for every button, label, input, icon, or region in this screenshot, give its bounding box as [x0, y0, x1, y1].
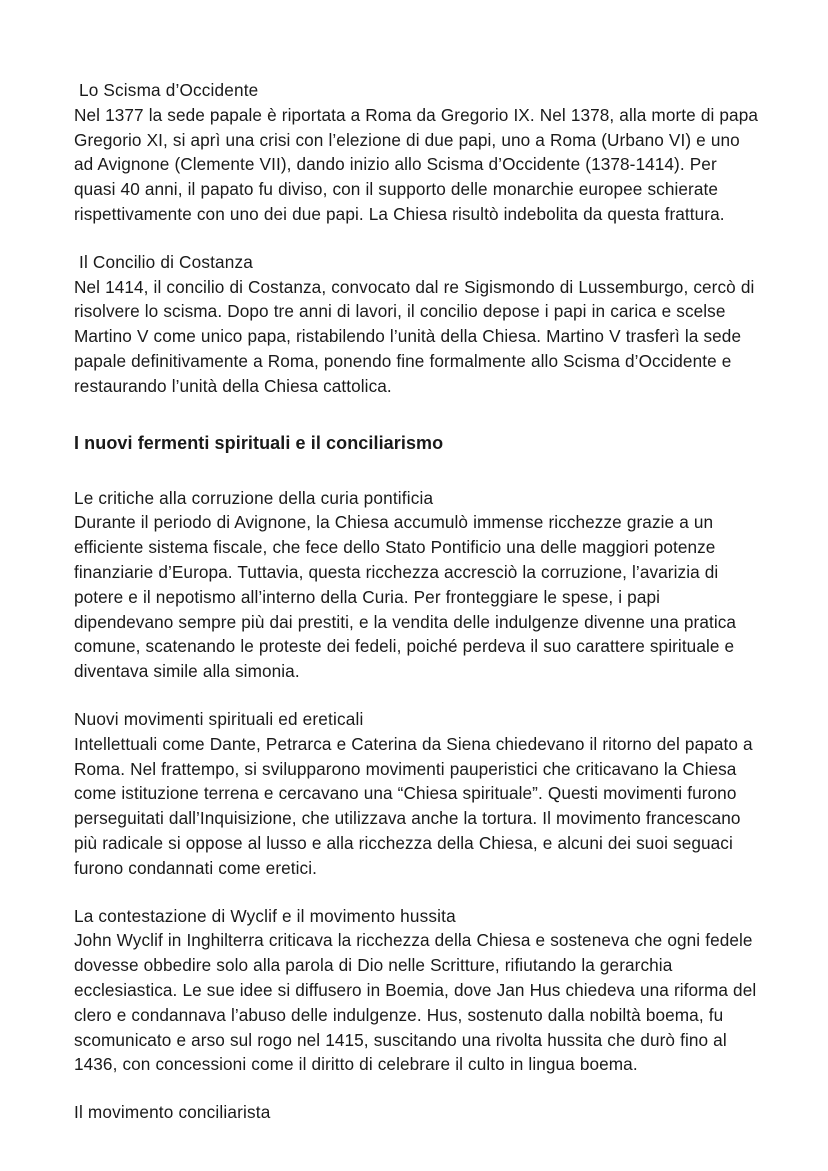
section-scisma-occidente: [74, 78, 758, 227]
section-movimento-conciliarista: [74, 1100, 758, 1125]
paragraph-critiche-curia: Durante il periodo di Avignone, la Chiesa accumulò immense ricchezze grazie a un efficiente sistema fiscale, che fece dello Stato Pontificio una delle maggiori potenze finanziarie d’Europa. Tuttavia, questa ricchezza accresciò la corruzione, l’avarizia di potere e il nepotismo all’interno della Curia. Per fronteggiare le spese, i papi dipendevano sempre più dai prestiti, e la vendita delle indulgenze divenne una pratica comune, scatenando le proteste dei fedeli, poiché perdeva il suo carattere spirituale e diventava simile alla simonia.: [74, 512, 737, 682]
paragraph-scisma-occidente: Nel 1377 la sede papale è riportata a Roma da Gregorio IX. Nel 1378, alla morte di papa Gregorio XI, si aprì una crisi con l’elezione di due papi, uno a Roma (Urbano VI) e uno ad Avignone (Clemente VII), dando inizio allo Scisma d’Occidente (1378-1414). Per quasi 40 anni, il papato fu diviso, con il supporto delle monarchie europee schierate rispettivamente con uno dei due papi. La Chiesa risultò indebolita da questa frattura.: [74, 104, 758, 224]
paragraph-movimenti-ereticali: Intellettuali come Dante, Petrarca e Caterina da Siena chiedevano il ritorno del papato a Roma. Nel frattempo, si svilupparono movimenti pauperistici che criticavano la Chiesa come istituzione terrena e cercavano una “Chiesa spirituale”. Questi movimenti furono perseguitati dall’Inquisizione, che utilizzava anche la tortura. Il movimento francescano più radicale si oppose al lusso e alla ricchezza della Chiesa, e alcuni dei suoi seguaci furono condannati come eretici.: [74, 733, 753, 878]
section-movimenti-ereticali: [74, 707, 758, 881]
document-body: [74, 78, 758, 1125]
paragraph-concilio-costanza: Nel 1414, il concilio di Costanza, convocato dal re Sigismondo di Lussemburgo, cercò di risolvere lo scisma. Dopo tre anni di lavori, il concilio depose i papi in carica e scelse Martino V come unico papa, ristabilendo l’unità della Chiesa. Martino V trasferì la sede papale definitivamente a Roma, ponendo fine formalmente allo Scisma d’Occidente e restaurando l’unità della Chiesa cattolica.: [74, 276, 755, 396]
subheading-movimento-conciliarista: Il movimento conciliarista: [74, 1102, 271, 1123]
subheading-critiche-curia: Le critiche alla corruzione della curia pontificia: [74, 487, 434, 508]
paragraph-wyclif-hussita: John Wyclif in Inghilterra criticava la ricchezza della Chiesa e sosteneva che ogni fedele dovesse obbedire solo alla parola di Dio nelle Scritture, rifiutando la gerarchia ecclesiastica. Le sue idee si diffusero in Boemia, dove Jan Hus chiedeva una riforma del clero e condannava l’abuso delle indulgenze. Hus, sostenuto dalla nobiltà boema, fu scomunicato e arso sul rogo nel 1415, suscitando una rivolta hussita che durò fino al 1436, con concessioni come il diritto di celebrare il culto in lingua boema.: [74, 930, 757, 1075]
subheading-scisma-occidente: Lo Scisma d’Occidente: [79, 80, 259, 100]
section-concilio-costanza: [74, 250, 758, 399]
section-critiche-curia: [74, 486, 758, 684]
subheading-movimenti-ereticali: Nuovi movimenti spirituali ed ereticali: [74, 708, 364, 729]
subheading-wyclif-hussita: La contestazione di Wyclif e il movimento hussita: [74, 905, 456, 926]
page-title: I nuovi fermenti spirituali e il conciliarismo: [74, 432, 444, 453]
subheading-concilio-costanza: Il Concilio di Costanza: [79, 251, 254, 272]
section-wyclif-hussita: [74, 904, 758, 1078]
